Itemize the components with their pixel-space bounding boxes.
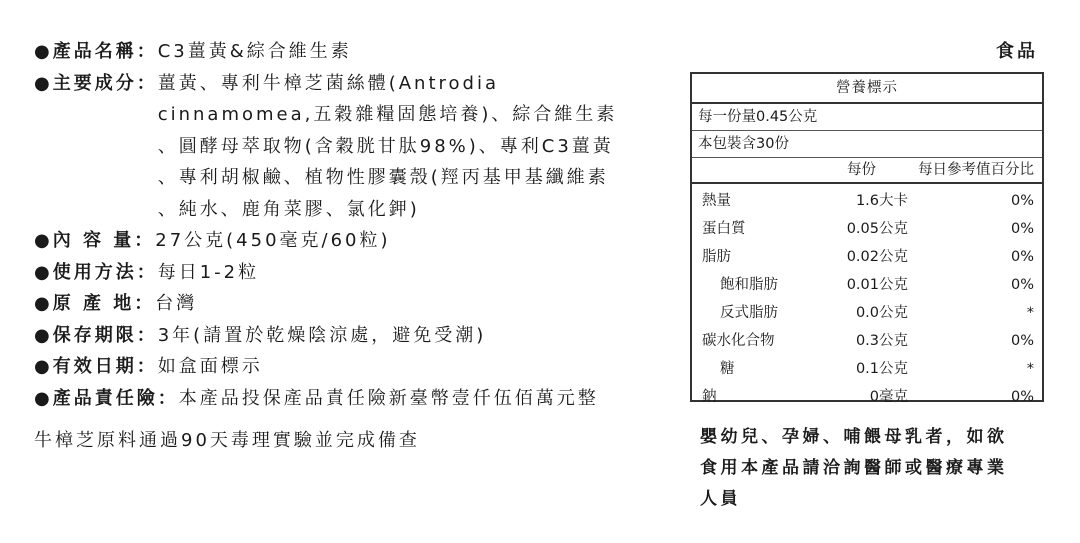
nutrient-percent: 0%	[1010, 249, 1034, 265]
storage-label: ●保存期限：	[34, 324, 158, 346]
table-row	[692, 355, 1042, 383]
nutrient-name: 熱量	[702, 193, 731, 209]
table-row	[692, 243, 1042, 271]
nutrient-name: 鈉	[702, 389, 717, 405]
usage-value: 每日1-2粒	[157, 261, 260, 283]
ingredients-line: 薑黃、專利牛樟芝菌絲體(Antrodia	[157, 72, 499, 94]
nutrient-name: 蛋白質	[702, 221, 746, 237]
category-label: 食品	[996, 41, 1038, 62]
nutrient-amount: 0.1公克	[855, 361, 908, 377]
ingredients-value	[158, 68, 618, 226]
warning-line: 人員	[700, 489, 741, 509]
nutrition-title: 營養標示	[692, 74, 1042, 104]
per-serving-header: 每份	[847, 162, 876, 178]
table-row	[692, 271, 1042, 299]
table-row	[692, 215, 1042, 243]
serving-size: 每一份量0.45公克	[692, 104, 1042, 131]
usage-label: ●使用方法：	[34, 261, 158, 283]
content-label: ●內 容 量：	[34, 230, 156, 251]
nutrient-percent: *	[1026, 361, 1034, 377]
warning-line: 食用本產品請洽詢醫師或醫療專業	[700, 458, 1008, 478]
product-name-row	[34, 36, 674, 68]
usage-row	[34, 257, 674, 289]
product-name-value: C3薑黃&綜合維生素	[157, 41, 352, 62]
nutrient-name: 脂肪	[702, 249, 731, 265]
nutrient-percent: 0%	[1010, 333, 1034, 349]
nutrient-amount: 0毫克	[869, 389, 908, 405]
servings-per-pack: 本包裝含30份	[692, 131, 1042, 158]
nutrient-percent: 0%	[1010, 277, 1034, 293]
ingredients-line: 、專利胡椒鹼、植物性膠囊殼(羥丙基甲基纖維素	[157, 167, 609, 188]
nutrient-name: 碳水化合物	[702, 333, 775, 349]
toxicology-note: 牛樟芝原料通過90天毒理實驗並完成備查	[34, 430, 420, 451]
nutrient-percent: *	[1026, 305, 1034, 321]
table-row	[692, 383, 1042, 411]
pregnancy-warning	[700, 422, 1045, 515]
storage-row	[34, 320, 674, 352]
storage-value: 3年(請置於乾燥陰涼處，避免受潮)	[157, 324, 487, 346]
product-info	[34, 36, 674, 414]
nutrient-percent: 0%	[1010, 389, 1034, 405]
nutrient-amount: 0.3公克	[855, 333, 908, 349]
product-name-label: ●產品名稱：	[34, 41, 158, 62]
ingredients-line: cinnamomea,五穀雜糧固態培養)、綜合維生素	[157, 104, 618, 125]
table-row	[692, 299, 1042, 327]
nutrient-amount: 1.6大卡	[855, 193, 908, 209]
ingredients-line: 、純水、鹿角菜膠、氯化鉀)	[157, 198, 420, 220]
ingredients-label: ●主要成分：	[34, 72, 158, 94]
content-value: 27公克(450毫克/60粒)	[155, 230, 391, 251]
ingredients-row	[34, 68, 674, 226]
nutrient-amount: 0.0公克	[855, 305, 908, 321]
insurance-label: ●產品責任險：	[34, 387, 179, 409]
nutrient-percent: 0%	[1010, 193, 1034, 209]
nutrition-header	[692, 158, 1042, 184]
nutrient-percent: 0%	[1010, 221, 1034, 237]
nutrient-name: 飽和脂肪	[720, 277, 778, 293]
expiry-value: 如盒面標示	[157, 356, 263, 377]
expiry-label: ●有效日期：	[34, 356, 158, 377]
nutrient-name: 糖	[720, 361, 735, 377]
warning-line: 嬰幼兒、孕婦、哺餵母乳者，如欲	[700, 427, 1008, 447]
nutrient-name: 反式脂肪	[720, 305, 778, 321]
insurance-value: 本產品投保產品責任險新臺幣壹仟伍佰萬元整	[178, 387, 599, 409]
origin-label: ●原 產 地：	[34, 293, 156, 314]
nutrient-amount: 0.05公克	[846, 221, 908, 237]
nutrient-amount: 0.01公克	[846, 277, 908, 293]
content-row	[34, 225, 674, 257]
daily-value-header: 每日參考值百分比	[918, 162, 1034, 178]
expiry-row	[34, 351, 674, 383]
nutrient-amount: 0.02公克	[846, 249, 908, 265]
table-row	[692, 327, 1042, 355]
origin-row	[34, 288, 674, 320]
nutrient-rows	[692, 187, 1042, 411]
insurance-row	[34, 383, 674, 415]
nutrition-facts-table	[690, 72, 1044, 405]
table-row	[692, 187, 1042, 215]
ingredients-line: 、圓酵母萃取物(含穀胱甘肽98%)、專利C3薑黃	[157, 135, 614, 157]
origin-value: 台灣	[155, 293, 198, 314]
